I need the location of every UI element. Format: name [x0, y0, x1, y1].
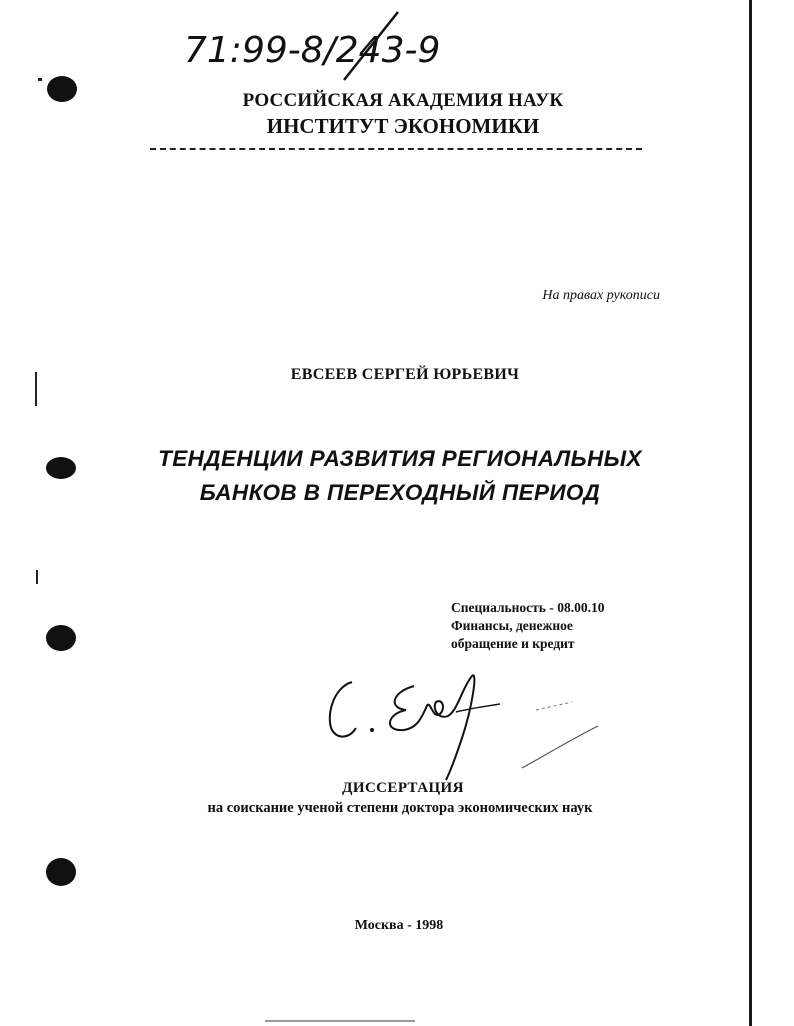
institute-name: ИНСТИТУТ ЭКОНОМИКИ	[266, 114, 540, 138]
specialty-field-2: обращение и кредит	[451, 636, 575, 651]
title-line-2: БАНКОВ В ПЕРЕХОДНЫЙ ПЕРИОД	[199, 480, 601, 505]
archive-id-text: 71:99-8/243-9	[184, 30, 441, 71]
punch-hole-icon	[46, 858, 76, 886]
degree-purpose: на соискание ученой степени доктора экономических наук	[207, 800, 593, 816]
specialty-code: Специальность - 08.00.10	[451, 600, 605, 615]
dissertation-title	[0, 442, 794, 510]
manuscript-rights-note: На правах рукописи	[542, 288, 660, 303]
header-divider	[150, 148, 642, 150]
author-name: ЕВСЕЕВ СЕРГЕЙ ЮРЬЕВИЧ	[290, 366, 520, 383]
specialty-block	[451, 599, 681, 653]
degree-block	[0, 780, 794, 817]
scan-speck	[265, 1020, 415, 1022]
specialty-field-1: Финансы, денежное	[451, 618, 573, 633]
scan-speck	[36, 570, 38, 584]
document-type: ДИССЕРТАЦИЯ	[342, 780, 464, 796]
organization-header	[0, 90, 794, 139]
author-signature	[322, 668, 612, 786]
scan-speck	[38, 78, 42, 81]
archive-id-handwritten	[176, 10, 516, 82]
title-line-1: ТЕНДЕНЦИИ РАЗВИТИЯ РЕГИОНАЛЬНЫХ	[158, 446, 642, 471]
academy-name: РОССИЙСКАЯ АКАДЕМИЯ НАУК	[242, 90, 564, 111]
binding-edge-line	[749, 0, 752, 1026]
place-and-year: Москва - 1998	[354, 918, 444, 933]
punch-hole-icon	[46, 625, 76, 651]
